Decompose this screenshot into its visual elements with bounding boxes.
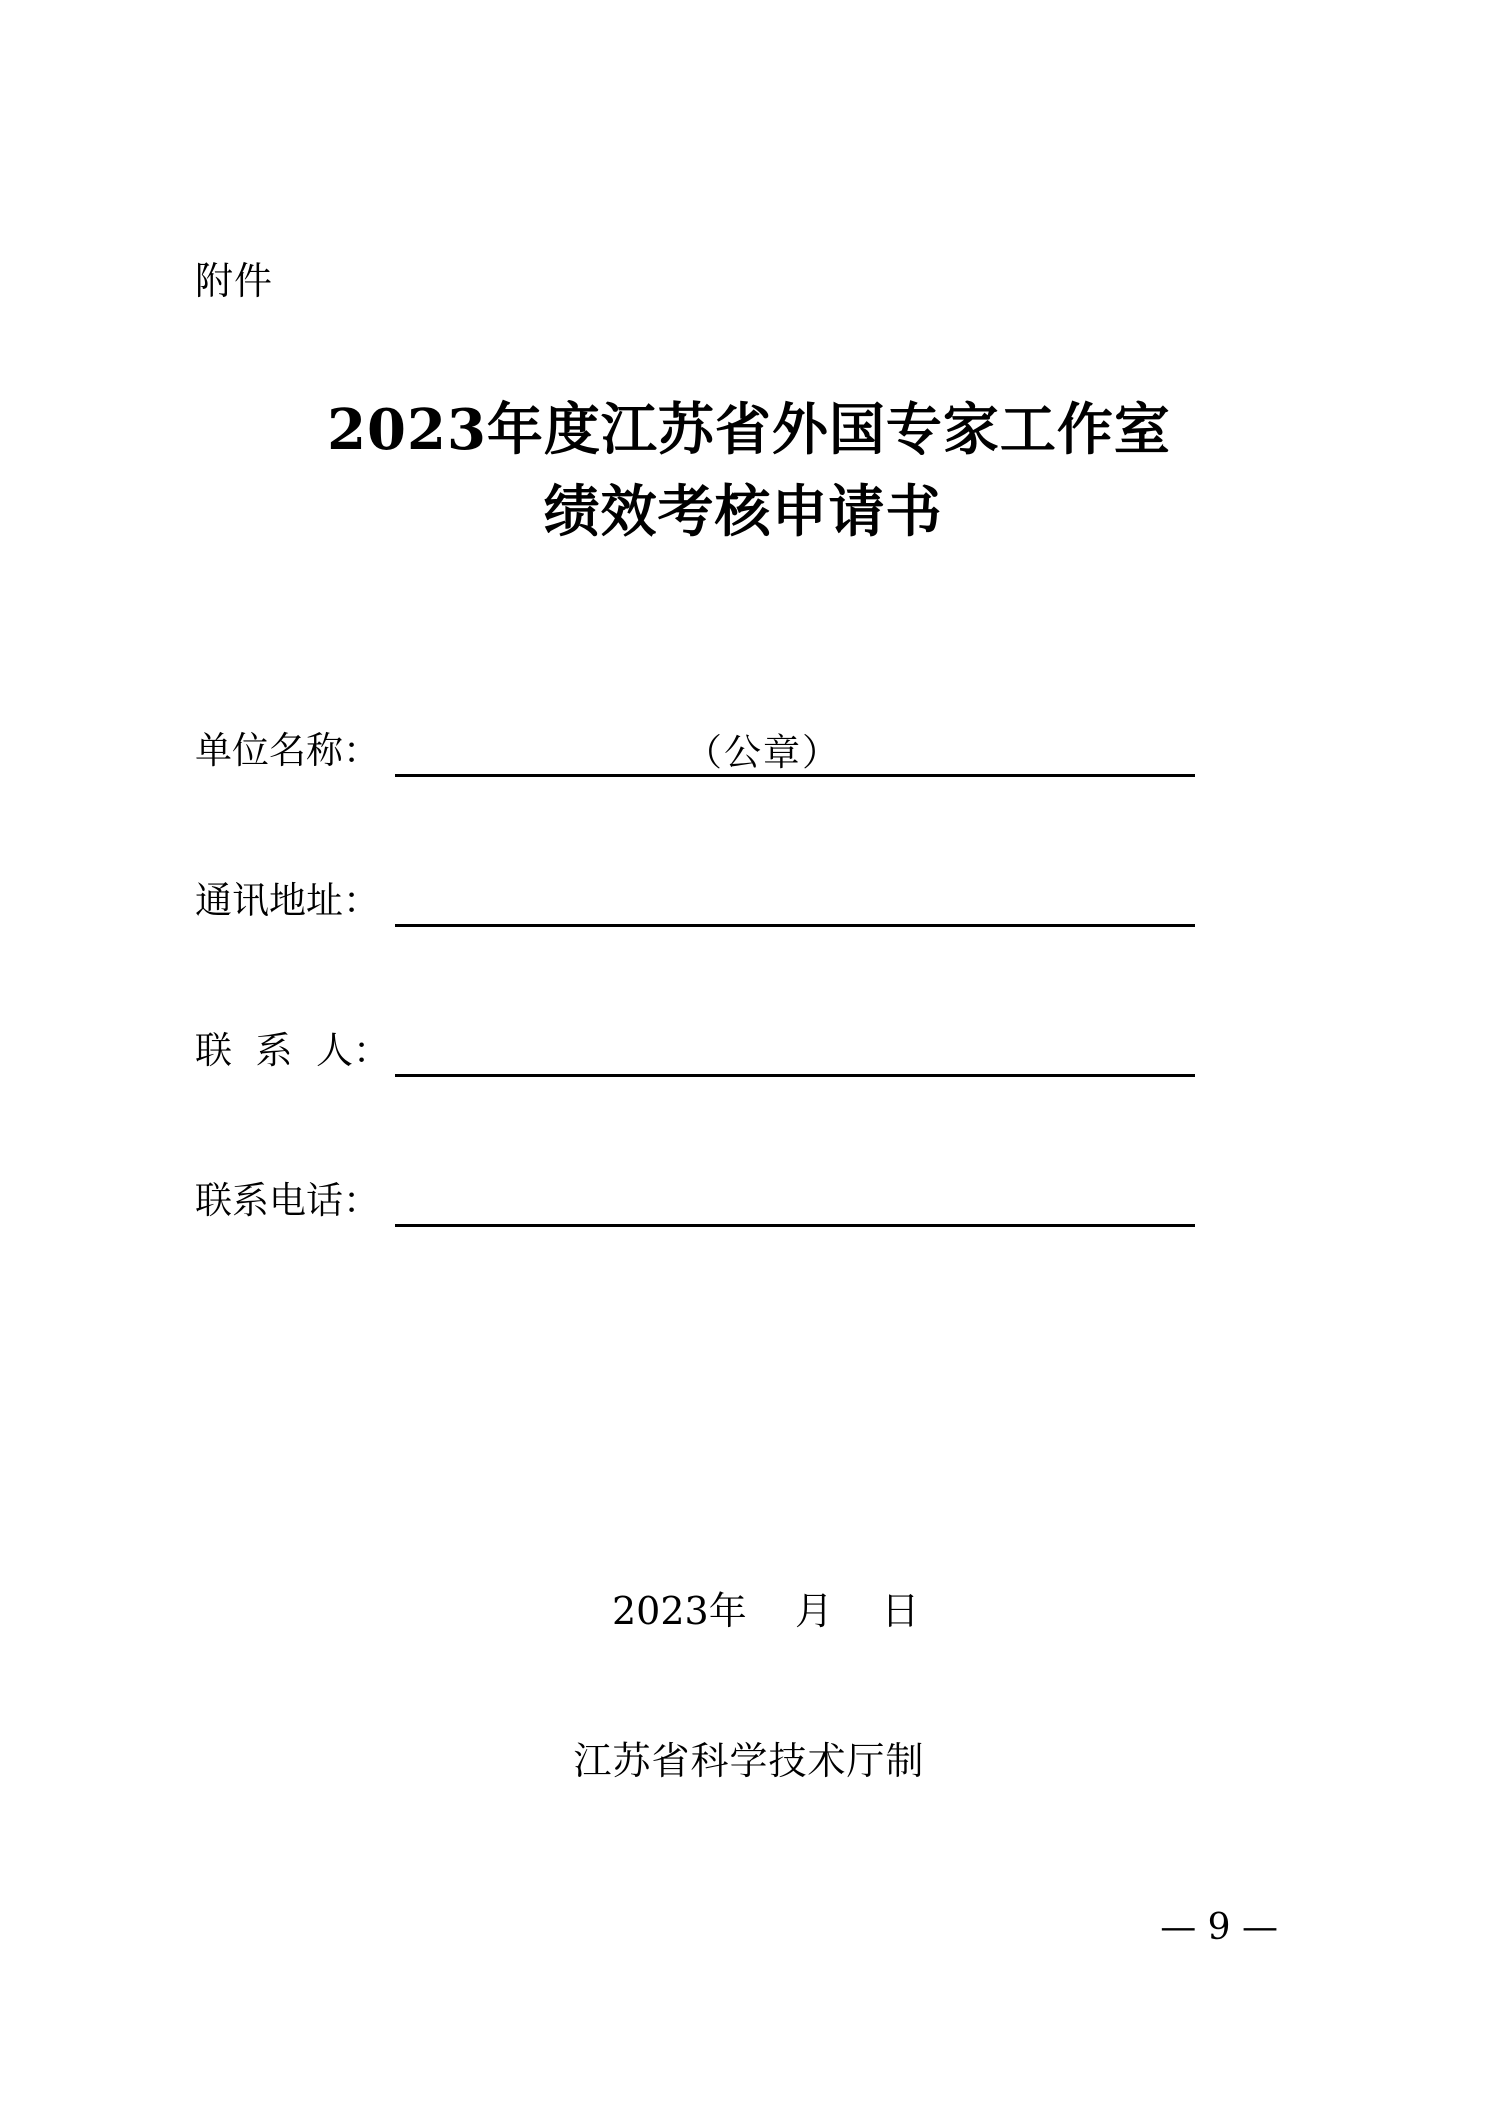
field-address	[195, 867, 1195, 927]
field-phone-label: 联系电话：	[195, 1179, 380, 1222]
field-contact-person-label: 联 系 人：	[195, 1029, 391, 1072]
field-contact-person-line[interactable]	[395, 1074, 1195, 1077]
page-number: — 9 —	[1160, 1907, 1278, 1948]
attachment-label: 附件	[195, 259, 274, 303]
document-date: 2023年 月 日	[612, 1589, 920, 1633]
field-contact-person	[195, 1017, 1195, 1077]
document-title-line2: 绩效考核申请书	[543, 479, 943, 545]
field-phone-line[interactable]	[395, 1224, 1195, 1227]
field-address-line[interactable]	[395, 924, 1195, 927]
field-unit-name-line[interactable]	[395, 774, 1195, 777]
field-unit-name-label: 单位名称：	[195, 729, 380, 772]
document-title-line1: 2023年度江苏省外国专家工作室	[327, 397, 1171, 463]
official-seal-note: （公章）	[685, 731, 841, 774]
field-address-label: 通讯地址：	[195, 879, 380, 922]
issuer-name: 江苏省科学技术厅制	[573, 1739, 925, 1783]
field-unit-name	[195, 717, 1195, 777]
field-phone	[195, 1167, 1195, 1227]
